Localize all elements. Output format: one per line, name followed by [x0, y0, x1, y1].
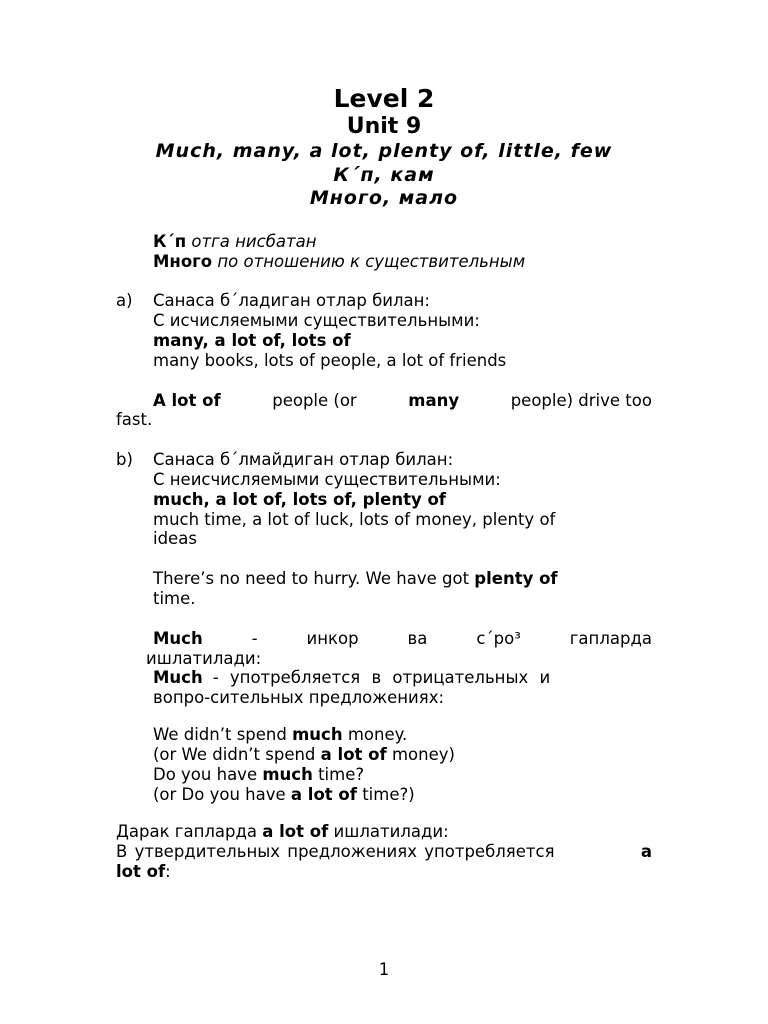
section-a-sentence-end: fast.: [116, 410, 153, 429]
hurry-bold: plenty of: [474, 569, 558, 588]
section-b-uzbek: Санаса б´лмайдиган отлар билан:: [153, 450, 454, 469]
example-1-pre: We didn’t spend: [153, 725, 287, 744]
sentence-drive: people) drive too: [510, 391, 652, 410]
sentence-a-lot-of: A lot of: [153, 391, 221, 410]
section-b-russian: С неисчисляемыми существительными:: [153, 470, 501, 489]
much-ru-word: Much: [153, 668, 203, 687]
section-a-russian: С исчисляемыми существительными:: [153, 311, 480, 330]
section-a-marker: a): [116, 291, 133, 310]
affirmative-ru-end-bold: lot of: [116, 862, 166, 881]
affirmative-ru-bold: a: [640, 842, 652, 861]
affirmative-uz-post: ишлатилади:: [333, 822, 449, 841]
section-a-words-text: many, a lot of, lots of: [153, 331, 351, 350]
sentence-many: many: [408, 391, 460, 410]
example-3-bold: much: [262, 765, 313, 784]
topic-russian: Много, мало: [309, 187, 459, 209]
much-ru-rest-text: - употребляется в отрицательных и: [212, 668, 551, 687]
much-uz-w5: гапларда: [569, 629, 652, 648]
affirmative-russian-end: [116, 862, 171, 882]
affirmative-uz-bold: a lot of: [262, 822, 329, 841]
section-a-words: [153, 331, 351, 351]
example-2-post: money): [391, 745, 455, 764]
section-b-words: [153, 490, 446, 510]
much-uz-dash: -: [251, 629, 258, 648]
much-uzbek-line: [153, 629, 652, 649]
intro-ru-text: по отношению к существительным: [217, 252, 526, 271]
sentence-people: people (or: [272, 391, 357, 410]
section-b-examples-1: much time, a lot of luck, lots of money, plenty of: [153, 510, 556, 529]
hurry-sentence-end: time.: [153, 589, 196, 608]
intro-uzbek: [153, 232, 317, 252]
unit-heading: Unit 9: [346, 114, 422, 139]
level-heading: Level 2: [333, 84, 435, 113]
much-russian-line: [153, 668, 652, 688]
affirmative-russian: [116, 842, 652, 862]
example-4-post: time?): [362, 785, 415, 804]
much-uz-word: Much: [153, 629, 203, 648]
example-1-post: money.: [347, 725, 408, 744]
intro-uz-bold: К´п: [153, 232, 187, 251]
example-3-pre: Do you have: [153, 765, 258, 784]
example-2-bold: a lot of: [320, 745, 387, 764]
example-3: [153, 765, 364, 785]
intro-uz-text: отга нисбатан: [191, 232, 317, 251]
much-uz-w2: инкор: [306, 629, 359, 648]
example-4-pre: (or Do you have: [153, 785, 286, 804]
intro-ru-bold: Много: [153, 252, 213, 271]
example-1-bold: much: [292, 725, 343, 744]
page-number: 1: [378, 960, 390, 979]
hurry-sentence: [153, 569, 558, 589]
affirmative-ru-colon: :: [165, 862, 171, 881]
affirmative-uz-pre: Дарак гапларда: [116, 822, 258, 841]
example-4: [153, 785, 415, 805]
much-uzbek-end: ишлатилади:: [146, 649, 262, 668]
section-b-examples-2: ideas: [153, 529, 197, 548]
example-2: [153, 745, 455, 765]
section-a-sentence: [153, 391, 652, 411]
section-b-marker: b): [116, 450, 133, 469]
section-a-uzbek: Санаса б´ладиган отлар билан:: [153, 291, 430, 310]
affirmative-uzbek: [116, 822, 449, 842]
intro-russian: [153, 252, 525, 272]
hurry-text: There’s no need to hurry. We have got: [153, 569, 470, 588]
example-1: [153, 725, 407, 745]
section-b-words-text: much, a lot of, lots of, plenty of: [153, 490, 446, 509]
much-ru-rest: [213, 668, 652, 688]
much-uz-w3: ва: [407, 629, 428, 648]
much-uz-w4: с´ро³: [476, 629, 521, 648]
example-2-pre: (or We didn’t spend: [153, 745, 316, 764]
topic-uzbek: К´п, кам: [333, 164, 435, 186]
example-4-bold: a lot of: [290, 785, 357, 804]
topic-english: Much, many, a lot, plenty of, little, few: [155, 140, 613, 162]
much-russian-end: вопро-сительных предложениях:: [153, 688, 445, 707]
example-3-post: time?: [318, 765, 365, 784]
section-a-examples: many books, lots of people, a lot of friends: [153, 351, 507, 370]
affirmative-ru-pre: В утвердительных предложениях употребляется: [116, 842, 555, 861]
